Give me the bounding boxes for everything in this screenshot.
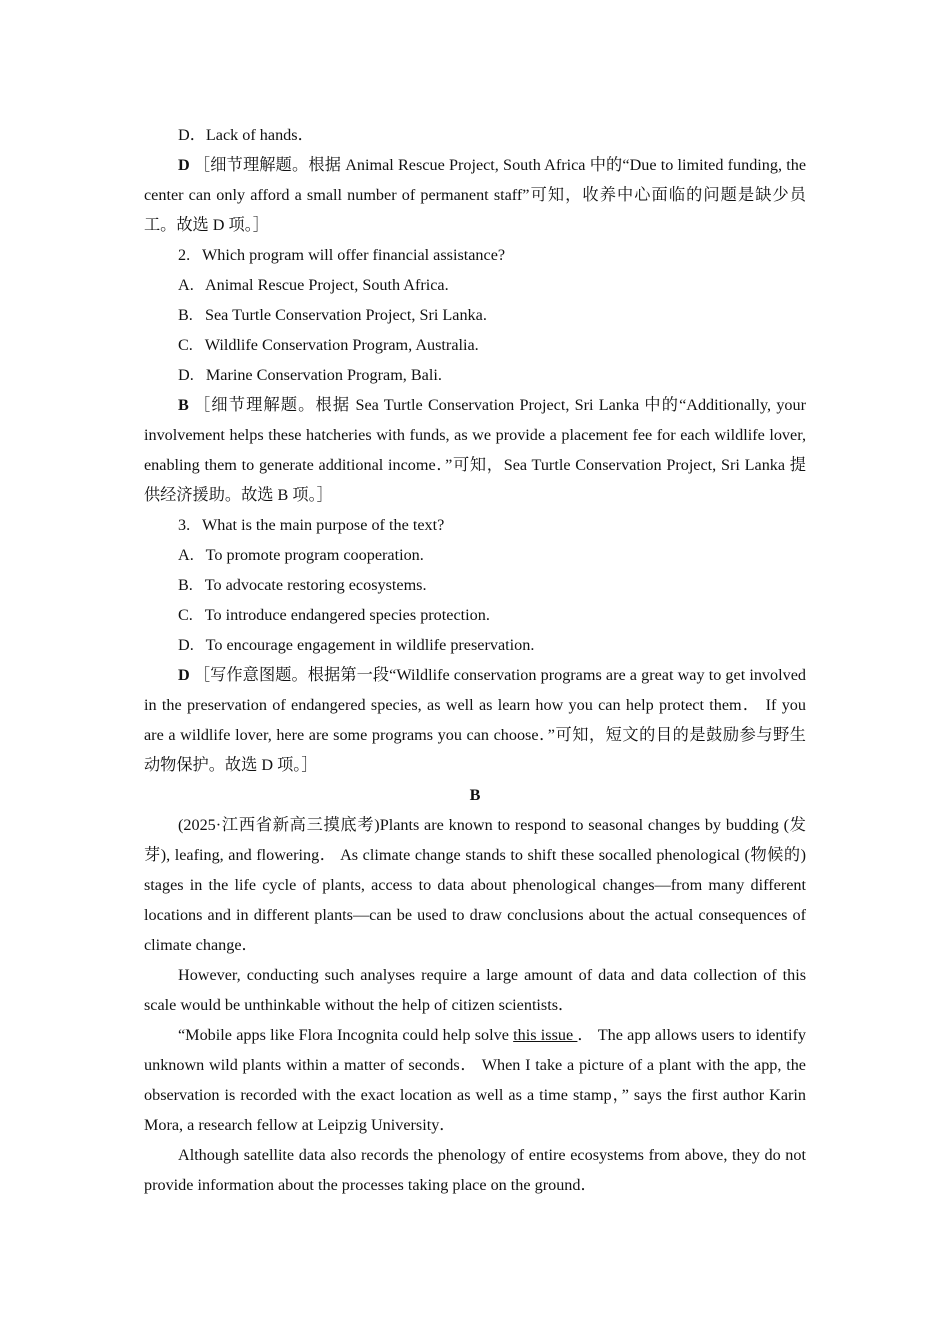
paragraph-3-start: “Mobile apps like Flora Incognita could help solve	[178, 1026, 514, 1044]
q2-option-b: B. Sea Turtle Conservation Project, Sri Lanka.	[178, 306, 487, 324]
q1-answer: D	[178, 156, 190, 174]
q1-option-d: D．Lack of hands．	[178, 126, 314, 144]
q3-explanation	[144, 660, 806, 780]
passage-b-heading: B	[469, 786, 481, 804]
q2-option-c: C. Wildlife Conservation Program, Australia.	[178, 336, 479, 354]
q2-answer: B	[178, 396, 189, 414]
underlined-phrase: this issue	[513, 1026, 578, 1044]
q3-option-a: A. To promote program cooperation.	[178, 546, 424, 564]
q3-option-b: B. To advocate restoring ecosystems.	[178, 576, 427, 594]
q2-explanation-text: ［细节理解题。根据 Sea Turtle Conservation Project, Sri Lanka 中的“Additionally, your involvement helps these hatcheries with funds, as we provide a placement fee for each wildlife lover, enabling them to generate additional income．”可知，Sea Turtle Conservation Project, Sri Lanka 提供经济援助。故选 B 项。］	[144, 396, 806, 504]
q2-option-d: D. Marine Conservation Program, Bali.	[178, 366, 442, 384]
q2-explanation	[144, 390, 806, 510]
q3-option-d: D. To encourage engagement in wildlife preservation.	[178, 636, 535, 654]
passage-b-paragraph-3	[144, 1020, 806, 1140]
q1-explanation	[144, 150, 806, 240]
passage-b-paragraph-1: (2025·江西省新高三摸底考)Plants are known to respond to seasonal changes by budding (发芽), leafing, and flowering． As climate change stands to shift these socalled phenological (物候的) stages in the life cycle of plants, access to data about phenological changes—from many different locations and in different plants—can be used to draw conclusions about the actual consequences of climate change．	[144, 816, 806, 954]
paragraph-3-end: ． The app allows users to identify unknown wild plants within a matter of seconds． When I take a picture of a plant with the app, the observation is recorded with the exact location as well as a time stamp，” says the first author Karin Mora, a research fellow at Leipzig University．	[144, 1026, 806, 1134]
q3-question: 3. What is the main purpose of the text?	[178, 516, 445, 534]
passage-b-paragraph-2: However, conducting such analyses require a large amount of data and data collection of this scale would be unthinkable without the help of citizen scientists．	[144, 966, 806, 1014]
q2-option-a: A. Animal Rescue Project, South Africa.	[178, 276, 449, 294]
q2-question: 2. Which program will offer financial assistance?	[178, 246, 506, 264]
passage-b-paragraph-4: Although satellite data also records the phenology of entire ecosystems from above, they do not provide information about the processes taking place on the ground．	[144, 1146, 806, 1194]
q3-option-c: C. To introduce endangered species protection.	[178, 606, 490, 624]
q3-explanation-text: ［写作意图题。根据第一段“Wildlife conservation programs are a great way to get involved in the preservation of endangered species, as well as learn how you can help protect them． If you are a wildlife lover, here are some programs you can choose．”可知，短文的目的是鼓励参与野生动物保护。故选 D 项。］	[144, 666, 806, 774]
document-page	[144, 120, 806, 1200]
q3-answer: D	[178, 666, 190, 684]
q1-explanation-text: ［细节理解题。根据 Animal Rescue Project, South Africa 中的“Due to limited funding, the center can only afford a small number of permanent staff”可知，收养中心面临的问题是缺少员工。故选 D 项。］	[144, 156, 806, 234]
